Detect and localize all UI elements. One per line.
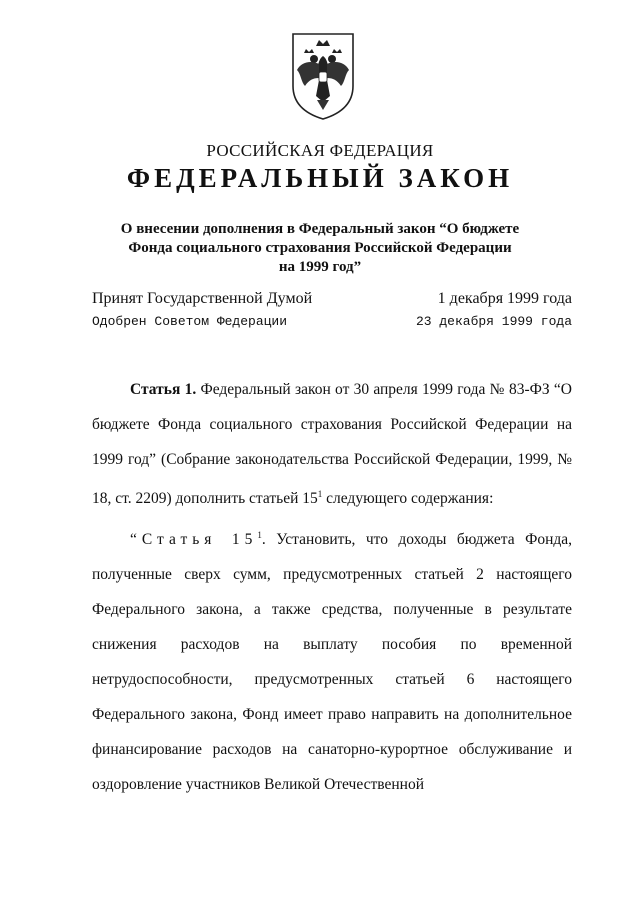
adoption-duma-row: [92, 290, 572, 312]
law-subject: [110, 220, 530, 277]
superscript: 1: [317, 489, 323, 499]
article-paragraph: [92, 518, 572, 802]
adoption-council-row: [92, 314, 572, 336]
article-text: . Установить, что доходы бюджета Фонда, полученные сверх сумм, предусмотренных статьей 2 настоящего Федерального закона, а также средства, полученные в результате снижения расходов на выплату пособия по временной нетрудоспособности, предусмотренных статьей 6 настоящего Федерального закона, Фонд имеет право направить на дополнительное финансирование расходов на санаторно-курортное обслуживание и оздоровление участников Великой Отечественной: [92, 531, 572, 794]
subject-line: О внесении дополнения в Федеральный закон “О бюджете: [120, 221, 520, 237]
duma-label: Принят Государственной Думой: [92, 290, 313, 307]
article-heading: Статья 1.: [130, 381, 197, 398]
superscript: 1: [257, 530, 262, 541]
article-text: следующего содержания:: [322, 490, 494, 508]
council-date: 23 декабря 1999 года: [415, 314, 572, 329]
article-text: Федеральный закон от 30 апреля 1999 года № 83-ФЗ “О бюджете Фонда социального страхования Российской Федерации на 1999 год” (Собрание законодательства Российской Федерации, 1999, № 18, ст. 2209) дополнить статьей 15: [92, 381, 572, 508]
subject-line: Фонда социального страхования Российской Федерации: [128, 240, 512, 256]
subject-line: на 1999 год”: [278, 259, 362, 275]
coat-of-arms-icon: [289, 30, 357, 122]
document-type-title: ФЕДЕРАЛЬНЫЙ ЗАКОН: [126, 163, 514, 193]
article-paragraph: [92, 372, 572, 516]
country-name: РОССИЙСКАЯ ФЕДЕРАЦИЯ: [206, 141, 434, 160]
duma-date: 1 декабря 1999 года: [437, 290, 572, 307]
quoted-article-heading: “Статья 15: [130, 531, 258, 549]
council-label: Одобрен Советом Федерации: [92, 314, 288, 329]
article-body: [92, 372, 572, 802]
